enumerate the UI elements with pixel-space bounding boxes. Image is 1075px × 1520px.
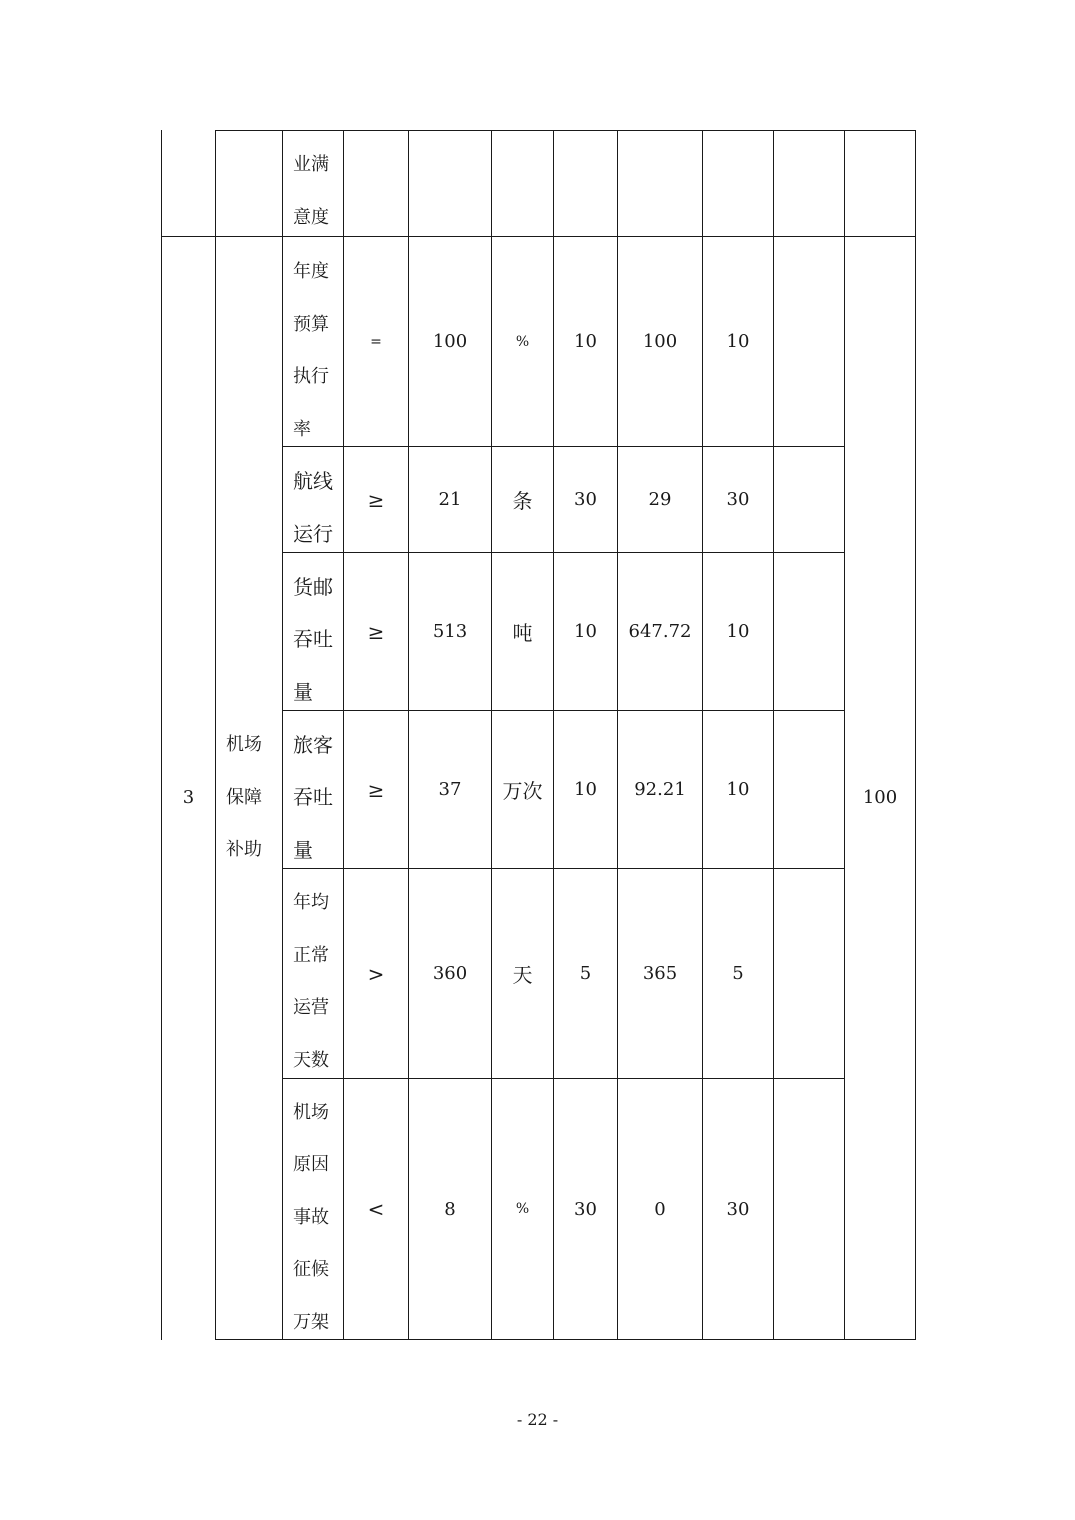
unit-cell: 天 (512, 963, 533, 987)
score-value: 30 (726, 1198, 750, 1220)
indicator-text: 运行 (293, 521, 333, 546)
indicator-text: 正常 (293, 944, 329, 966)
grid-line (915, 130, 916, 1340)
weight-value: 10 (574, 331, 597, 352)
target-value: 513 (432, 621, 468, 642)
unit-cell: 条 (512, 489, 533, 513)
unit-cell: 万次 (502, 779, 543, 803)
target-value: 8 (444, 1198, 456, 1220)
category-text: 保障 (226, 786, 262, 808)
weight-value: 30 (574, 489, 597, 510)
actual-value: 92.21 (634, 779, 686, 800)
grid-line (282, 130, 283, 1340)
weight-value: 5 (579, 963, 592, 984)
indicator-text: 征候 (293, 1259, 329, 1281)
indicator-text: 意度 (293, 206, 329, 228)
category-text: 补助 (226, 839, 262, 860)
grid-line (773, 130, 774, 1340)
unit-cell: % (515, 1201, 530, 1217)
indicator-cell (284, 1087, 342, 1349)
indicator-text: 执行 (293, 366, 329, 387)
indicator-text: 旅客 (293, 732, 333, 757)
operator-cell: > (367, 961, 385, 986)
target-value: 360 (432, 963, 468, 984)
score-value: 5 (732, 963, 744, 984)
actual-value: 647.72 (628, 621, 692, 642)
operator-cell: = (370, 333, 382, 350)
actual-value: 100 (642, 331, 678, 352)
operator-cell: ≥ (367, 619, 385, 644)
indicator-cell (284, 455, 342, 560)
indicator-text: 量 (293, 837, 313, 862)
indicator-text: 天数 (293, 1049, 329, 1071)
indicator-cell (284, 561, 342, 718)
score-value: 10 (726, 779, 750, 800)
indicator-text: 业满 (293, 154, 329, 175)
score-value: 10 (726, 331, 750, 352)
indicator-text: 航线 (293, 469, 333, 493)
weight-value: 10 (574, 621, 597, 642)
actual-value: 365 (642, 963, 678, 984)
indicator-text: 货邮 (293, 574, 333, 599)
target-value: 21 (438, 489, 462, 510)
unit-cell: 吨 (512, 621, 533, 645)
page-number: - 22 - (516, 1410, 559, 1429)
indicator-text: 率 (293, 418, 311, 440)
indicator-text: 机场 (293, 1101, 329, 1123)
category-text: 机场 (226, 734, 262, 755)
indicator-cell (284, 877, 342, 1087)
actual-value: 0 (654, 1198, 666, 1220)
actual-value: 29 (648, 489, 672, 510)
score-value: 10 (726, 621, 750, 642)
indicator-cell (284, 246, 342, 456)
grid-line (161, 130, 162, 1340)
target-value: 100 (432, 331, 468, 352)
grid-line (215, 130, 916, 131)
grid-line (844, 130, 845, 1340)
indicator-text: 事故 (293, 1206, 329, 1228)
category-cell (215, 719, 282, 877)
indicator-cell (284, 139, 342, 244)
operator-cell: < (367, 1197, 385, 1221)
indicator-text: 量 (293, 679, 313, 704)
indicator-text: 原因 (293, 1154, 329, 1176)
indicator-text: 预算 (293, 313, 329, 335)
target-value: 37 (438, 779, 462, 800)
indicator-text: 运营 (293, 997, 329, 1018)
indicator-text: 年度 (293, 261, 329, 282)
indicator-cell (284, 719, 342, 876)
sequence-number: 3 (182, 786, 195, 808)
score-value: 30 (726, 489, 750, 510)
total-score: 100 (862, 786, 898, 808)
weight-value: 30 (574, 1198, 597, 1220)
operator-cell: ≥ (367, 777, 385, 802)
indicator-text: 万架 (293, 1311, 329, 1333)
unit-cell: % (515, 333, 530, 350)
operator-cell: ≥ (367, 487, 385, 512)
indicator-text: 吞吐 (293, 627, 333, 652)
weight-value: 10 (574, 779, 597, 800)
indicator-text: 吞吐 (293, 785, 333, 810)
indicator-text: 年均 (293, 892, 329, 913)
